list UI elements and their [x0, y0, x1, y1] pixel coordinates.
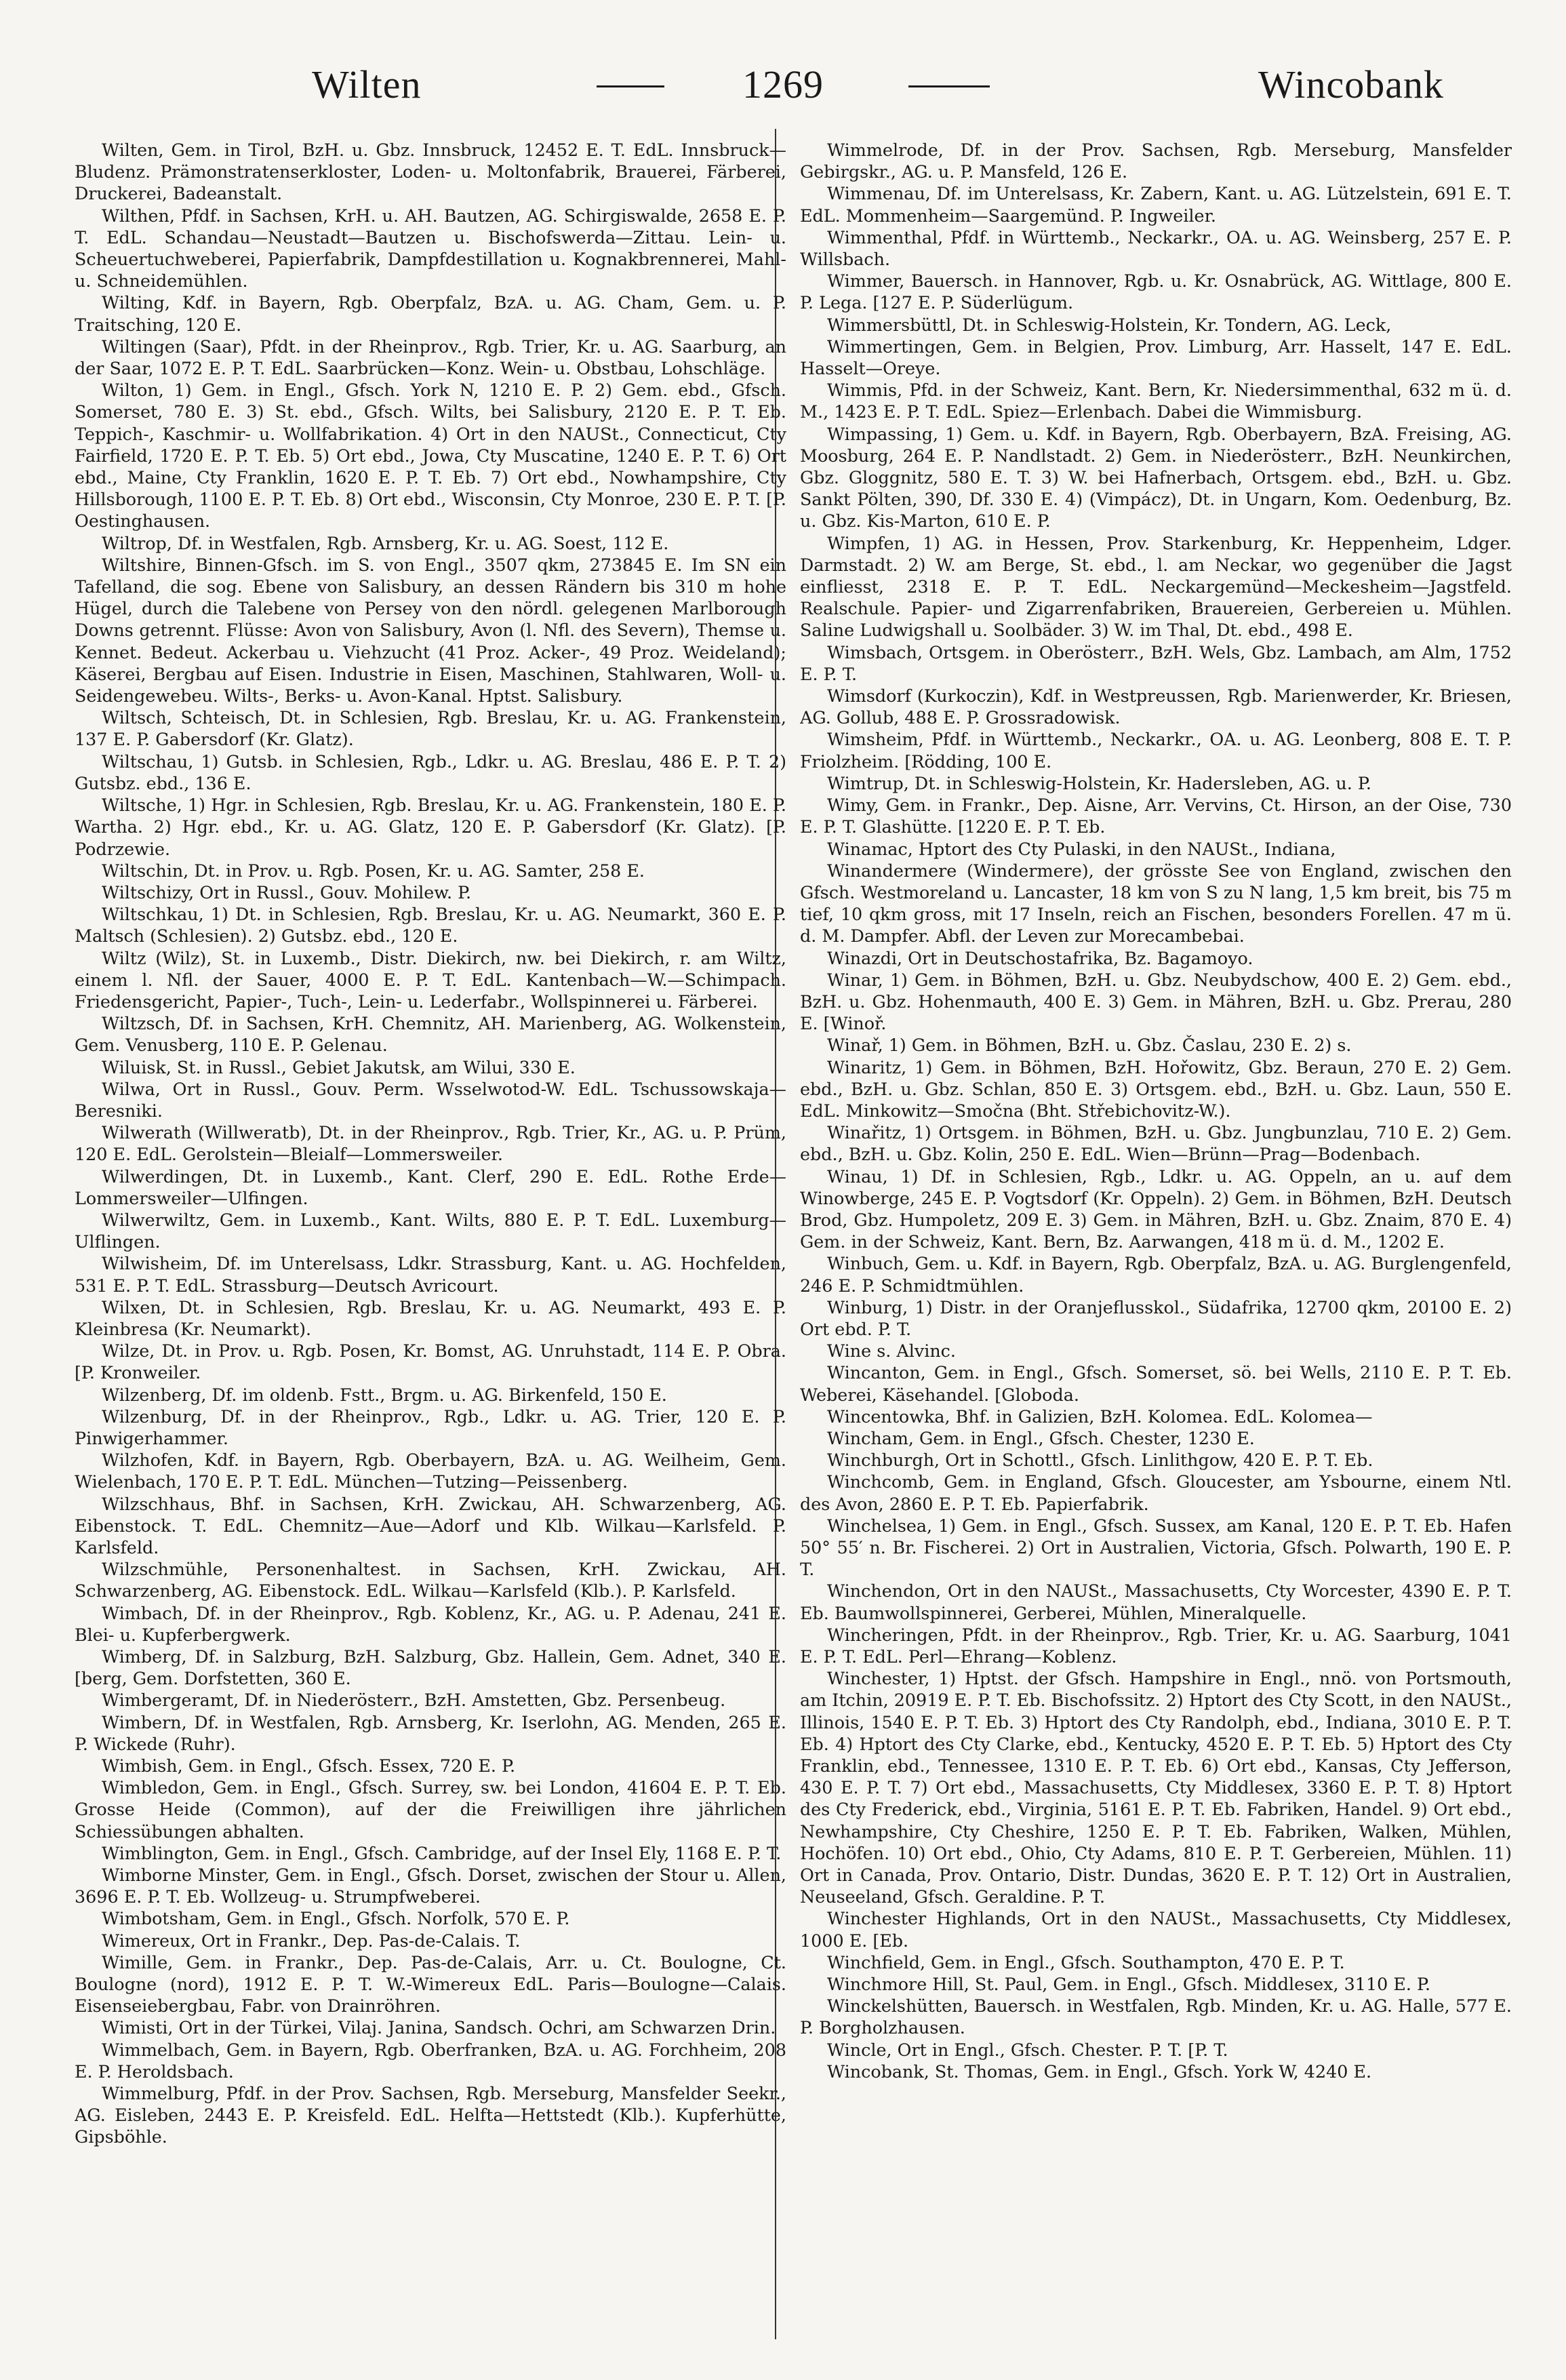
gazetteer-entry: Wimisti, Ort in der Türkei, Vilaj. Janina, Sandsch. Ochri, am Schwarzen Drin. [102, 2017, 776, 2038]
gazetteer-entry: Winař, 1) Gem. in Böhmen, BzH. u. Gbz. Časlau, 230 E. 2) s. [827, 1035, 1352, 1056]
gazetteer-entry: Wimbern, Df. in Westfalen, Rgb. Arnsberg, Kr. Iserlohn, AG. Menden, 265 E. P. Wickede (Ruhr). [75, 1711, 786, 1754]
gazetteer-entry: Wilthen, Pfdf. in Sachsen, KrH. u. AH. Bautzen, AG. Schirgiswalde, 2658 E. P. T. EdL. Schandau—Neustadt—Bautzen u. Bischofswerda—Zittau. Lein- u. Scheuertuchweberei, Papierfabrik, Dampfdestillation u. Kognakbrennerei, Mahl- u. Schneidemühlen. [75, 205, 786, 292]
gazetteer-entry: Wiltschkau, 1) Dt. in Schlesien, Rgb. Breslau, Kr. u. AG. Neumarkt, 360 E. P. Maltsch (Schlesien). 2) Gutsbz. ebd., 120 E. [75, 904, 786, 947]
gazetteer-entry: Winau, 1) Df. in Schlesien, Rgb., Ldkr. u. AG. Oppeln, an u. auf dem Winowberge, 245 E. P. Vogtsdorf (Kr. Oppeln). 2) Gem. in Böhmen, BzH. Deutsch Brod, Gbz. Humpoletz, 209 E. 3) Gem. in Mähren, BzH. u. Gbz. Znaim, 870 E. 4) Gem. in der Schweiz, Kant. Bern, Bz. Aarwangen, 418 m ü. d. M., 1202 E. [800, 1166, 1512, 1252]
gazetteer-entry: Wimmenau, Df. im Unterelsass, Kr. Zabern, Kant. u. AG. Lützelstein, 691 E. T. EdL. Mommenheim—Saargemünd. P. Ingweiler. [800, 183, 1512, 226]
gazetteer-entry: Wimille, Gem. in Frankr., Dep. Pas-de-Calais, Arr. u. Ct. Boulogne, Ct. Boulogne (nord), 1912 E. P. T. W.-Wimereux EdL. Paris—Boulogne—Calais. Eisenseiebergbau, Fabr. von Drainröhren. [75, 1951, 786, 2017]
gazetteer-entry: Wimmertingen, Gem. in Belgien, Prov. Limburg, Arr. Hasselt, 147 E. EdL. Hasselt—Oreye. [800, 336, 1512, 379]
page-number: 1269 [742, 62, 824, 106]
gazetteer-entry: Wimpassing, 1) Gem. u. Kdf. in Bayern, Rgb. Oberbayern, BzA. Freising, AG. Moosburg, 264 E. P. Nandlstadt. 2) Gem. in Niederösterr., BzH. Neunkirchen, Gbz. Gloggnitz, 580 E. T. 3) W. bei Hafnerbach, Ortsgem. ebd., BzH. u. Gbz. Sankt Pölten, 390, Df. 330 E. 4) (Vimpácz), Dt. in Ungarn, Kom. Oedenburg, Bz. u. Gbz. Kis-Marton, 610 E. P. [800, 423, 1512, 532]
gazetteer-entry: Wilze, Dt. in Prov. u. Rgb. Posen, Kr. Bomst, AG. Unruhstadt, 114 E. P. Obra. [P. Kronweiler. [75, 1341, 786, 1383]
gazetteer-entry: Wincle, Ort in Engl., Gfsch. Chester. P. T. [P. T. [827, 2039, 1228, 2060]
gazetteer-entry: Wincanton, Gem. in Engl., Gfsch. Somerset, sö. bei Wells, 2110 E. P. T. Eb. Weberei, Käsehandel. [Globoda. [800, 1362, 1512, 1405]
gazetteer-entry: Wilzschhaus, Bhf. in Sachsen, KrH. Zwickau, AH. Schwarzenberg, AG. Eibenstock. T. EdL. Chemnitz—Aue—Adorf und Klb. Wilkau—Karlsfeld. P. Karlsfeld. [75, 1493, 786, 1558]
gazetteer-entry: Wilten, Gem. in Tirol, BzH. u. Gbz. Innsbruck, 12452 E. T. EdL. Innsbruck—Bludenz. Prämonstratenserkloster, Loden- u. Moltonfabrik, Brauerei, Färberei, Druckerei, Badeanstalt. [75, 140, 786, 204]
right-column [800, 139, 1512, 2343]
gazetteer-entry: Wimsbach, Ortsgem. in Oberösterr., BzH. Wels, Gbz. Lambach, am Alm, 1752 E. P. T. [800, 641, 1512, 684]
gazetteer-entry: Wimmersbüttl, Dt. in Schleswig-Holstein, Kr. Tondern, AG. Leck, [827, 314, 1392, 335]
gazetteer-entry: Wiltingen (Saar), Pfdt. in der Rheinprov., Rgb. Trier, Kr. u. AG. Saarburg, an der Saar, 1072 E. P. T. EdL. Saarbrücken—Konz. Wein- u. Obstbau, Lohschläge. [75, 336, 786, 379]
gazetteer-entry: Winchfield, Gem. in Engl., Gfsch. Southampton, 470 E. P. T. [827, 1951, 1345, 1972]
gazetteer-entry: Winandermere (Windermere), der grösste See von England, zwischen den Gfsch. Westmoreland u. Lancaster, 18 km von S zu N lang, 1,5 km breit, bis 75 m tief, 10 qkm gross, mit 17 Inseln, reich an Fischen, besonders Forellen. 47 m ü. d. M. Dampfer. Abfl. der Leven zur Morecambebai. [800, 860, 1512, 947]
gazetteer-entry: Wiltzsch, Df. in Sachsen, KrH. Chemnitz, AH. Marienberg, AG. Wolkenstein, Gem. Venusberg, 110 E. P. Gelenau. [75, 1013, 786, 1056]
gazetteer-entry: Wimsheim, Pfdf. in Württemb., Neckarkr., OA. u. AG. Leonberg, 808 E. T. P. Friolzheim. [Rödding, 100 E. [800, 729, 1512, 772]
gazetteer-entry: Wiltz (Wilz), St. in Luxemb., Distr. Diekirch, nw. bei Diekirch, r. am Wiltz, einem l. Nfl. der Sauer, 4000 E. P. T. EdL. Kantenbach—W.—Schimpach. Friedensgericht, Papier-, Tuch-, Lein- u. Lederfabr., Wollspinnerei u. Färberei. [75, 947, 786, 1012]
gazetteer-entry: Wiltschau, 1) Gutsb. in Schlesien, Rgb., Ldkr. u. AG. Breslau, 486 E. P. T. 2) Gutsbz. ebd., 136 E. [75, 751, 786, 793]
gazetteer-entry: Wimblington, Gem. in Engl., Gfsch. Cambridge, auf der Insel Ely, 1168 E. P. T. [102, 1842, 782, 1863]
gazetteer-entry: Wimmelrode, Df. in der Prov. Sachsen, Rgb. Merseburg, Mansfelder Gebirgskr., AG. u. P. Mansfeld, 126 E. [800, 140, 1512, 182]
gazetteer-entry: Winaritz, 1) Gem. in Böhmen, BzH. Hořowitz, Gbz. Beraun, 270 E. 2) Gem. ebd., BzH. u. Gbz. Schlan, 850 E. 3) Ortsgem. ebd., BzH. u. Gbz. Laun, 550 E. EdL. Minkowitz—Smočna (Bht. Střebichovitz-W.). [800, 1056, 1512, 1121]
gazetteer-entry: Wiltsch, Schteisch, Dt. in Schlesien, Rgb. Breslau, Kr. u. AG. Frankenstein, 137 E. P. Gabersdorf (Kr. Glatz). [75, 707, 786, 750]
gazetteer-entry: Wimborne Minster, Gem. in Engl., Gfsch. Dorset, zwischen der Stour u. Allen, 3696 E. P. T. Eb. Wollzeug- u. Strumpfweberei. [75, 1865, 786, 1907]
gazetteer-entry: Winchburgh, Ort in Schottl., Gfsch. Linlithgow, 420 E. P. T. Eb. [827, 1450, 1373, 1471]
gazetteer-entry: Wimy, Gem. in Frankr., Dep. Aisne, Arr. Vervins, Ct. Hirson, an der Oise, 730 E. P. T. Glashütte. [1220 E. P. T. Eb. [800, 795, 1512, 837]
gazetteer-entry: Wimberg, Df. in Salzburg, BzH. Salzburg, Gbz. Hallein, Gem. Adnet, 340 E. [berg, Gem. Dorfstetten, 360 E. [75, 1646, 786, 1689]
gazetteer-entry: Wiltsche, 1) Hgr. in Schlesien, Rgb. Breslau, Kr. u. AG. Frankenstein, 180 E. P. Wartha. 2) Hgr. ebd., Kr. u. AG. Glatz, 120 E. P. Gabersdorf (Kr. Glatz). [P. Podrzewie. [75, 795, 786, 859]
gazetteer-entry: Wincham, Gem. in Engl., Gfsch. Chester, 1230 E. [827, 1427, 1255, 1448]
gazetteer-entry: Wiltschizy, Ort in Russl., Gouv. Mohilew. P. [102, 881, 472, 903]
gazetteer-entry: Winburg, 1) Distr. in der Oranjeflusskol., Südafrika, 12700 qkm, 20100 E. 2) Ort ebd. P. T. [800, 1296, 1512, 1339]
gazetteer-entry: Wimmelburg, Pfdf. in der Prov. Sachsen, Rgb. Merseburg, Mansfelder Seekr., AG. Eisleben, 2443 E. P. Kreisfeld. EdL. Helfta—Hettstedt (Klb.). Kupferhütte, Gipsböhle. [75, 2083, 786, 2147]
gazetteer-entry: Wilzschmühle, Personenhaltest. in Sachsen, KrH. Zwickau, AH. Schwarzenberg, AG. Eibenstock. EdL. Wilkau—Karlsfeld (Klb.). P. Karlsfeld. [75, 1559, 786, 1602]
gazetteer-entry: Wilwa, Ort in Russl., Gouv. Perm. Wsselwotod-W. EdL. Tschussowskaja—Beresniki. [75, 1078, 786, 1121]
running-head-right: Wincobank [1258, 62, 1444, 106]
gazetteer-entry: Wimmelbach, Gem. in Bayern, Rgb. Oberfranken, BzA. u. AG. Forchheim, 208 E. P. Heroldsbach. [75, 2039, 786, 2082]
gazetteer-entry: Wimbotsham, Gem. in Engl., Gfsch. Norfolk, 570 E. P. [102, 1908, 570, 1929]
gazetteer-entry: Wimbish, Gem. in Engl., Gfsch. Essex, 720 E. P. [102, 1756, 516, 1777]
gazetteer-entry: Wimmenthal, Pfdf. in Württemb., Neckarkr., OA. u. AG. Weinsberg, 257 E. P. Willsbach. [800, 226, 1512, 270]
gazetteer-entry: Wilwerwiltz, Gem. in Luxemb., Kant. Wilts, 880 E. P. T. EdL. Luxemburg—Ulflingen. [75, 1209, 786, 1252]
gazetteer-entry: Wiltshire, Binnen-Gfsch. im S. von Engl., 3507 qkm, 273845 E. Im SN ein Tafelland, die sog. Ebene von Salisbury, an dessen Rändern bis 310 m hohe Hügel, durch die Talebene von Persey von den nördl. gelegenen Marlborough Downs getrennt. Flüsse: Avon von Salisbury, Avon (l. Nfl. des Severn), Themse u. Kennet. Bedeut. Ackerbau u. Viehzucht (41 Proz. Acker-, 49 Proz. Weideland); Käserei, Bergbau auf Eisen. Industrie in Eisen, Maschinen, Stahlwaren, Woll- u. Seidengewebeu. Wilts-, Berks- u. Avon-Kanal. Hptst. Salisbury. [75, 554, 786, 707]
gazetteer-entry: Wilting, Kdf. in Bayern, Rgb. Oberpfalz, BzA. u. AG. Cham, Gem. u. P. Traitsching, 120 E. [75, 292, 786, 335]
gazetteer-entry: Wimmer, Bauersch. in Hannover, Rgb. u. Kr. Osnabrück, AG. Wittlage, 800 E. P. Lega. [127 E. P. Süderlügum. [800, 271, 1512, 313]
gazetteer-entry: Wine s. Alvinc. [827, 1341, 956, 1362]
gazetteer-entry: Wincentowka, Bhf. in Galizien, BzH. Kolomea. EdL. Kolomea— [827, 1406, 1373, 1427]
gazetteer-entry: Winbuch, Gem. u. Kdf. in Bayern, Rgb. Oberpfalz, BzA. u. AG. Burglengenfeld, 246 E. P. Schmidtmühlen. [800, 1253, 1512, 1296]
gazetteer-entry: Wilzenburg, Df. in der Rheinprov., Rgb., Ldkr. u. AG. Trier, 120 E. P. Pinwigerhammer. [75, 1406, 786, 1448]
gazetteer-entry: Winchcomb, Gem. in England, Gfsch. Gloucester, am Ysbourne, einem Ntl. des Avon, 2860 E. P. T. Eb. Papierfabrik. [800, 1471, 1512, 1514]
left-column [75, 139, 786, 2343]
gazetteer-entry: Wilwisheim, Df. im Unterelsass, Ldkr. Strassburg, Kant. u. AG. Hochfelden, 531 E. P. T. EdL. Strassburg—Deutsch Avricourt. [75, 1253, 786, 1296]
gazetteer-entry: Wimereux, Ort in Frankr., Dep. Pas-de-Calais. T. [102, 1930, 521, 1951]
gazetteer-entry: Wilton, 1) Gem. in Engl., Gfsch. York N, 1210 E. P. 2) Gem. ebd., Gfsch. Somerset, 780 E. 3) St. ebd., Gfsch. Wilts, bei Salisbury, 2120 E. P. T. Eb. Teppich-, Kaschmir- u. Wollfabrikation. 4) Ort in den NAUSt., Connecticut, Cty Fairfield, 1720 E. P. T. Eb. 5) Ort ebd., Jowa, Cty Muscatine, 1240 E. P. T. 6) Ort ebd., Maine, Cty Franklin, 1620 E. P. T. Eb. 7) Ort ebd., Nowhampshire, Cty Hillsborough, 1100 E. P. T. Eb. 8) Ort ebd., Wisconsin, Cty Monroe, 230 E. P. T. [P. Oestinghausen. [75, 380, 786, 532]
running-head-left: Wilten [312, 62, 422, 106]
gazetteer-entry: Wiltschin, Dt. in Prov. u. Rgb. Posen, Kr. u. AG. Samter, 258 E. [102, 860, 645, 881]
gazetteer-entry: Winchendon, Ort in den NAUSt., Massachusetts, Cty Worcester, 4390 E. P. T. Eb. Baumwollspinnerei, Gerberei, Mühlen, Mineralquelle. [800, 1581, 1512, 1623]
header-rule-right [908, 85, 990, 87]
gazetteer-entry: Wincheringen, Pfdt. in der Rheinprov., Rgb. Trier, Kr. u. AG. Saarburg, 1041 E. P. T. EdL. Perl—Ehrang—Koblenz. [800, 1624, 1512, 1667]
gazetteer-entry: Winchelsea, 1) Gem. in Engl., Gfsch. Sussex, am Kanal, 120 E. P. T. Eb. Hafen 50° 55′ n. Br. Fischerei. 2) Ort in Australien, Victoria, Gfsch. Polwarth, 190 E. P. T. [800, 1515, 1512, 1580]
gazetteer-entry: Winazdi, Ort in Deutschostafrika, Bz. Bagamoyo. [827, 947, 1253, 968]
gazetteer-entry: Wilzenberg, Df. im oldenb. Fstt., Brgm. u. AG. Birkenfeld, 150 E. [102, 1384, 667, 1405]
gazetteer-entry: Wiluisk, St. in Russl., Gebiet Jakutsk, am Wilui, 330 E. [102, 1056, 576, 1077]
gazetteer-entry: Wimbledon, Gem. in Engl., Gfsch. Surrey, sw. bei London, 41604 E. P. T. Eb. Grosse Heide (Common), auf der die Freiwilligen ihre jährlichen Schiessübungen abhalten. [75, 1777, 786, 1842]
gazetteer-entry: Wimpfen, 1) AG. in Hessen, Prov. Starkenburg, Kr. Heppenheim, Ldger. Darmstadt. 2) W. am Berge, St. ebd., l. am Neckar, wo gegenüber die Jagst einfliesst, 2318 E. P. T. EdL. Neckargemünd—Meckesheim—Jagstfeld. Realschule. Papier- und Zigarrenfabriken, Brauereien, Gerbereien u. Mühlen. Saline Ludwigshall u. Soolbäder. 3) W. im Thal, Dt. ebd., 498 E. [800, 532, 1512, 641]
gazetteer-entry: Wilwerath (Willweratb), Dt. in der Rheinprov., Rgb. Trier, Kr., AG. u. P. Prüm, 120 E. EdL. Gerolstein—Bleialf—Lommersweiler. [75, 1122, 786, 1165]
gazetteer-entry: Winar, 1) Gem. in Böhmen, BzH. u. Gbz. Neubydschow, 400 E. 2) Gem. ebd., BzH. u. Gbz. Hohenmauth, 400 E. 3) Gem. in Mähren, BzH. u. Gbz. Prerau, 280 E. [Winoř. [800, 969, 1512, 1034]
gazetteer-entry: Wimsdorf (Kurkoczin), Kdf. in Westpreussen, Rgb. Marienwerder, Kr. Briesen, AG. Gollub, 488 E. P. Grossradowisk. [800, 686, 1512, 728]
gazetteer-entry: Wimbergeramt, Df. in Niederösterr., BzH. Amstetten, Gbz. Persenbeug. [102, 1690, 726, 1711]
gazetteer-entry: Winckelshütten, Bauersch. in Westfalen, Rgb. Minden, Kr. u. AG. Halle, 577 E. P. Borgholzhausen. [800, 1996, 1512, 2038]
gazetteer-entry: Winamac, Hptort des Cty Pulaski, in den NAUSt., Indiana, [827, 838, 1336, 859]
gazetteer-entry: Winařitz, 1) Ortsgem. in Böhmen, BzH. u. Gbz. Jungbunzlau, 710 E. 2) Gem. ebd., BzH. u. Gbz. Kolin, 250 E. EdL. Wien—Brünn—Prag—Bodenbach. [800, 1122, 1512, 1165]
gazetteer-entry: Winchester Highlands, Ort in den NAUSt., Massachusetts, Cty Middlesex, 1000 E. [Eb. [800, 1908, 1512, 1951]
gazetteer-entry: Wilwerdingen, Dt. in Luxemb., Kant. Clerf, 290 E. EdL. Rothe Erde—Lommersweiler—Ulfingen. [75, 1166, 786, 1208]
gazetteer-entry: Wimmis, Pfd. in der Schweiz, Kant. Bern, Kr. Niedersimmenthal, 632 m ü. d. M., 1423 E. P. T. EdL. Spiez—Erlenbach. Dabei die Wimmisburg. [800, 380, 1512, 422]
gazetteer-entry: Wimbach, Df. in der Rheinprov., Rgb. Koblenz, Kr., AG. u. P. Adenau, 241 E. Blei- u. Kupferbergwerk. [75, 1602, 786, 1645]
gazetteer-entry: Winchester, 1) Hptst. der Gfsch. Hampshire in Engl., nnö. von Portsmouth, am Itchin, 20919 E. P. T. Eb. Bischofssitz. 2) Hptort des Cty Scott, in den NAUSt., Illinois, 1540 E. P. T. Eb. 3) Hptort des Cty Randolph, ebd., Indiana, 3010 E. P. T. Eb. 4) Hptort des Cty Clarke, ebd., Kentucky, 4520 E. P. T. Eb. 5) Hptort des Cty Franklin, ebd., Tennessee, 1310 E. P. T. Eb. 6) Ort ebd., Kansas, Cty Jefferson, 430 E. P. T. 7) Ort ebd., Massachusetts, Cty Middlesex, 3360 E. P. T. 8) Hptort des Cty Frederick, ebd., Virginia, 5161 E. P. T. Eb. Fabriken, Handel. 9) Ort ebd., Newhampshire, Cty Cheshire, 1250 E. P. T. Eb. Fabriken, Walken, Mühlen, Hochöfen. 10) Ort ebd., Ohio, Cty Adams, 810 E. P. T. Gerbereien, Mühlen. 11) Ort in Canada, Prov. Ontario, Distr. Dundas, 3620 E. P. T. 12) Ort in Australien, Neuseeland, Gfsch. Geraldine. P. T. [800, 1668, 1512, 1907]
gazetteer-entry: Wiltrop, Df. in Westfalen, Rgb. Arnsberg, Kr. u. AG. Soest, 112 E. [102, 532, 669, 553]
page-header [0, 47, 1566, 122]
gazetteer-entry: Wimtrup, Dt. in Schleswig-Holstein, Kr. Hadersleben, AG. u. P. [827, 772, 1371, 793]
gazetteer-entry: Wilzhofen, Kdf. in Bayern, Rgb. Oberbayern, BzA. u. AG. Weilheim, Gem. Wielenbach, 170 E. P. T. EdL. München—Tutzing—Peissenberg. [75, 1450, 786, 1492]
gazetteer-entry: Wilxen, Dt. in Schlesien, Rgb. Breslau, Kr. u. AG. Neumarkt, 493 E. P. Kleinbresa (Kr. Neumarkt). [75, 1296, 786, 1339]
gazetteer-entry: Winchmore Hill, St. Paul, Gem. in Engl., Gfsch. Middlesex, 3110 E. P. [827, 1974, 1431, 1995]
gazetteer-entry: Wincobank, St. Thomas, Gem. in Engl., Gfsch. York W, 4240 E. [827, 2061, 1372, 2082]
